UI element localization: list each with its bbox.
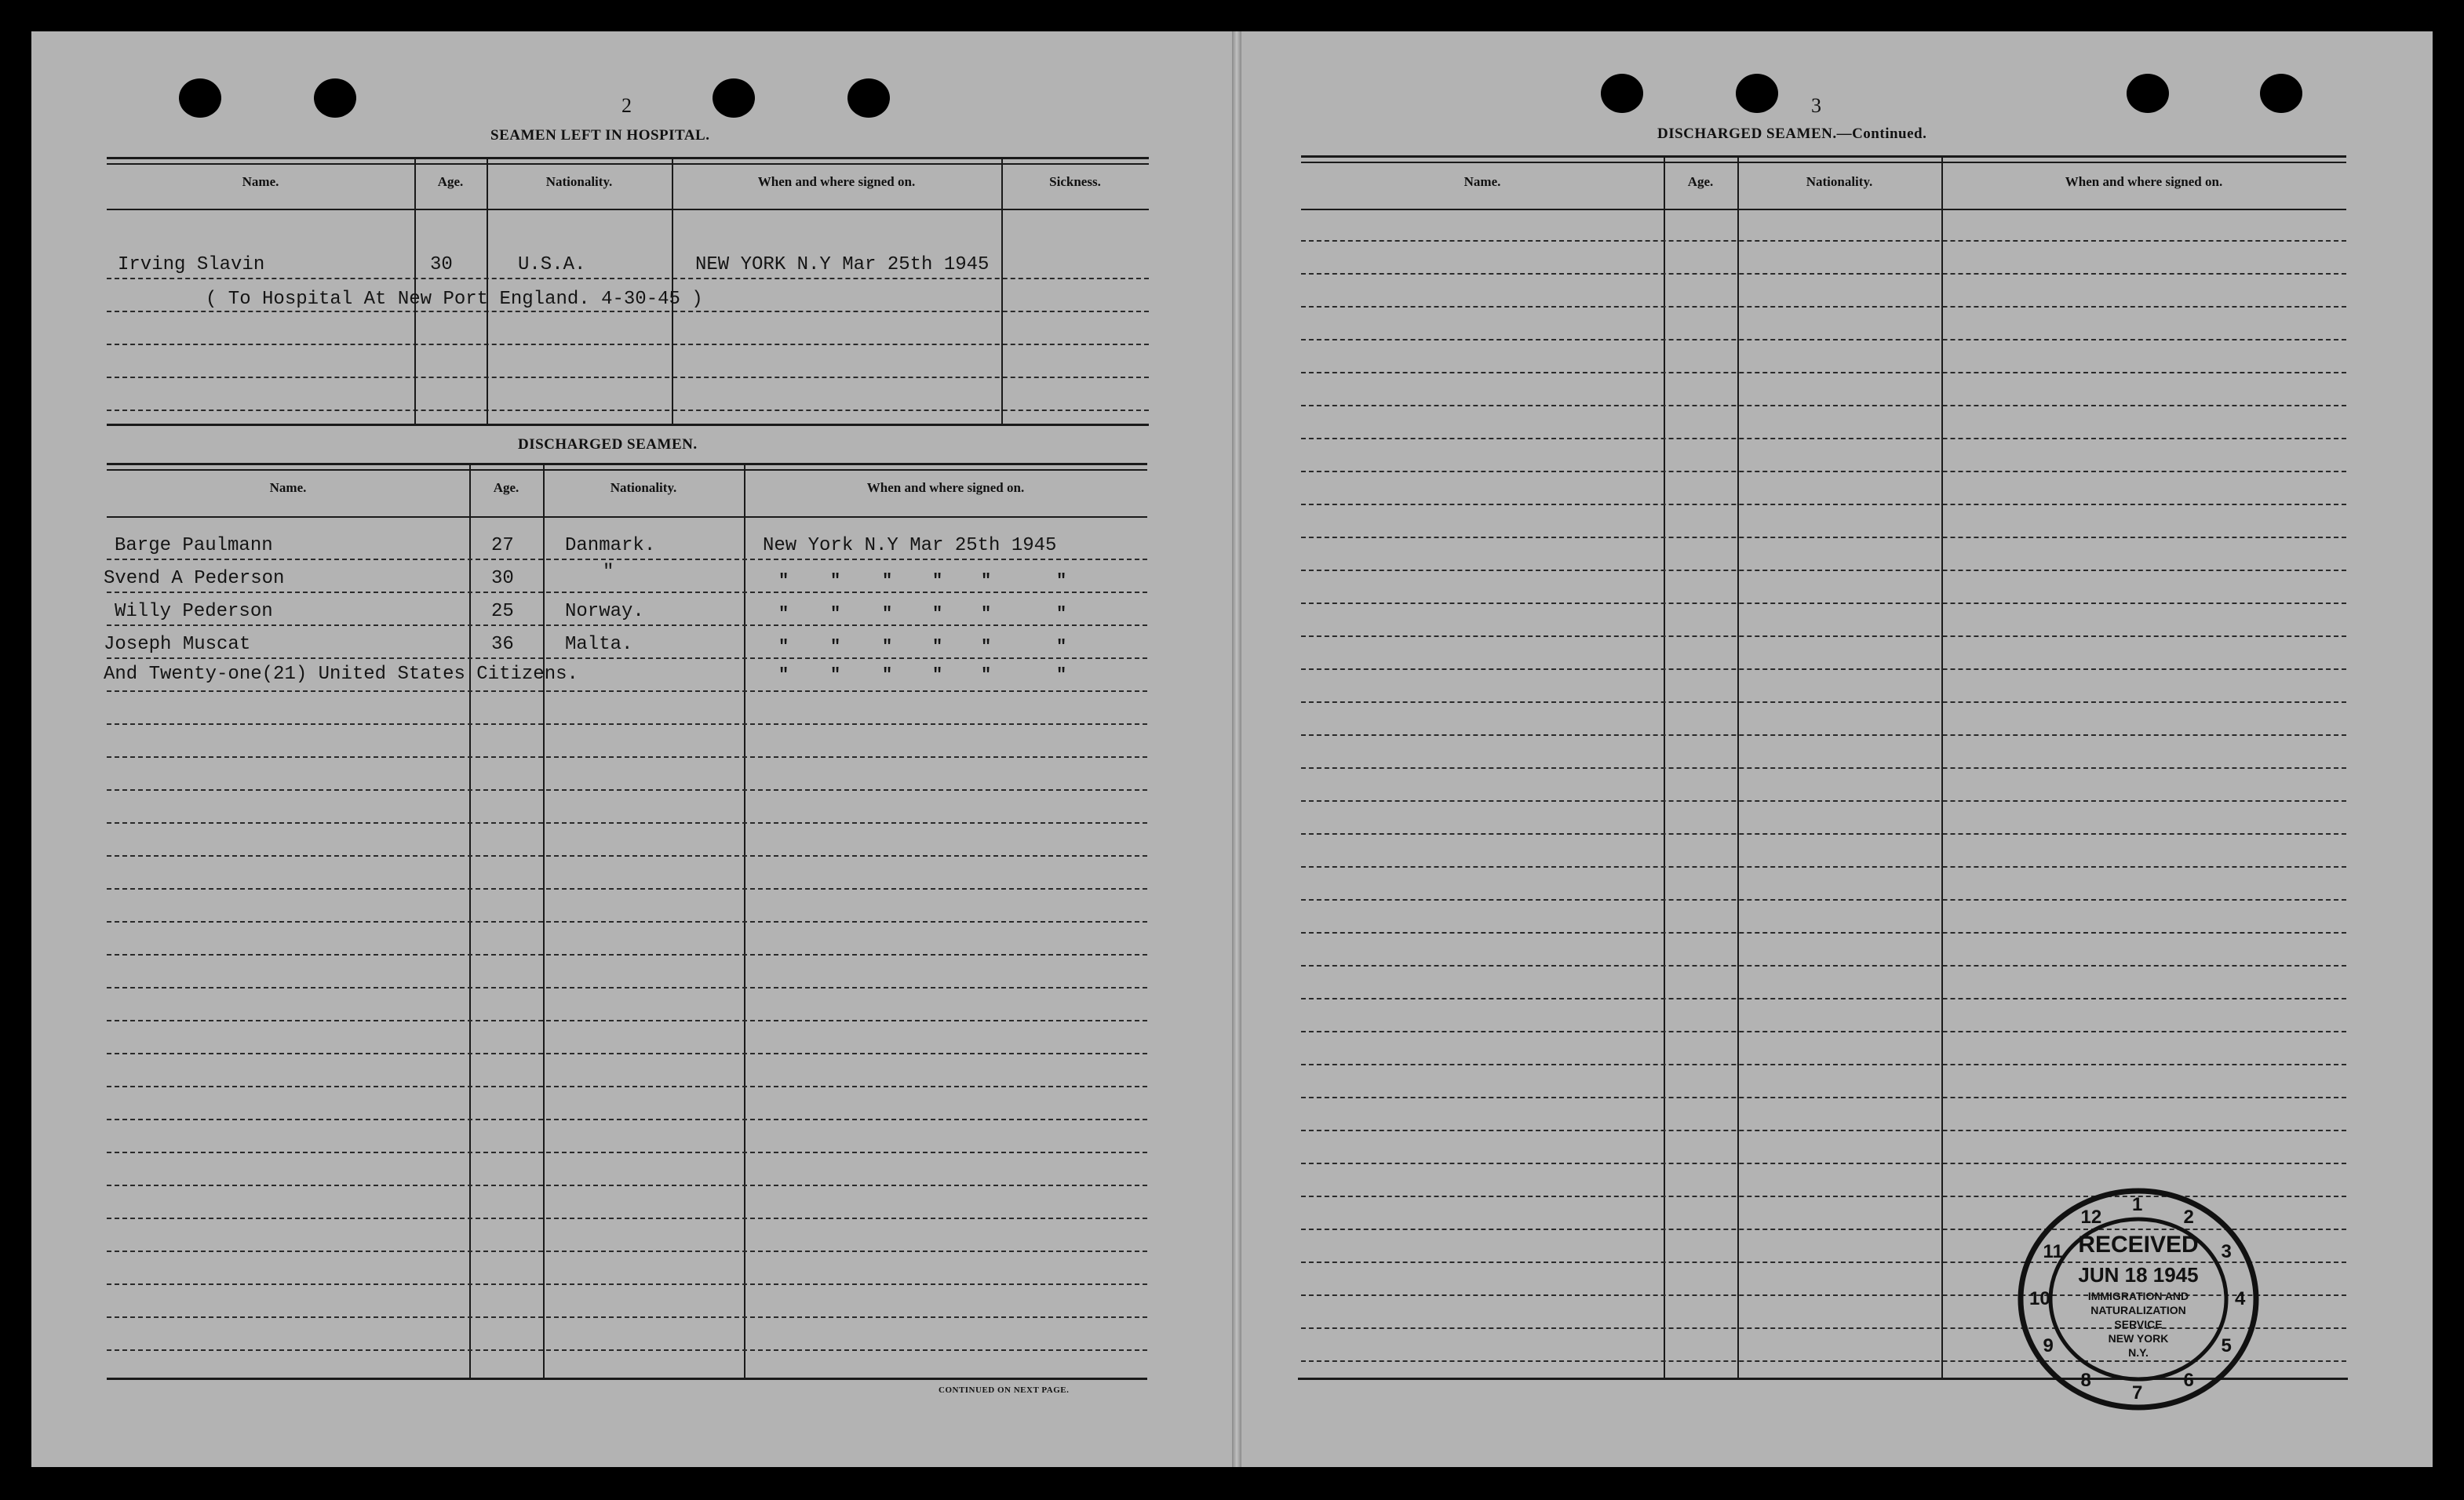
ruled-line	[1301, 306, 2346, 308]
seaman-age: 27	[491, 535, 514, 556]
ruled-line	[107, 278, 1149, 279]
ruled-line	[107, 1053, 1147, 1054]
stamp-digit: 4	[2235, 1288, 2246, 1309]
ruled-line	[1301, 998, 2346, 999]
seaman-name: Joseph Muscat	[104, 634, 251, 655]
table-rule	[1301, 209, 2346, 210]
punch-hole	[2127, 74, 2169, 113]
ruled-line	[107, 1251, 1147, 1252]
stamp-digit: 8	[2080, 1369, 2091, 1391]
ruled-line	[1301, 701, 2346, 703]
punch-hole	[1601, 74, 1643, 113]
ditto-mark: "	[932, 665, 943, 685]
punch-hole	[713, 78, 755, 118]
ruled-line	[1301, 570, 2346, 571]
hospital-name: Irving Slavin	[118, 254, 265, 275]
hospital-section-title: SEAMEN LEFT IN HOSPITAL.	[490, 127, 710, 144]
ruled-line	[1301, 899, 2346, 901]
ditto-mark: "	[882, 665, 893, 685]
ruled-line	[1301, 1130, 2346, 1131]
column-header-age: Age.	[437, 174, 464, 189]
column-header-signed-on: When and where signed on.	[866, 480, 1025, 495]
ditto-mark: "	[981, 665, 992, 685]
column-header-name: Name.	[1463, 174, 1501, 189]
punch-hole	[847, 78, 890, 118]
ditto-mark: "	[778, 571, 789, 591]
ruled-line	[107, 1283, 1147, 1285]
ruled-line	[1301, 800, 2346, 802]
ruled-line	[107, 592, 1147, 593]
table-rule	[1301, 162, 2346, 163]
ruled-line	[107, 1119, 1147, 1120]
ruled-line	[107, 1152, 1147, 1153]
punch-hole	[2260, 74, 2302, 113]
ditto-mark: "	[882, 637, 893, 657]
ditto-mark: "	[932, 604, 943, 624]
ruled-line	[1301, 1031, 2346, 1032]
stamp-digit: 1	[2132, 1194, 2143, 1215]
ruled-line	[1301, 635, 2346, 637]
ruled-line	[1301, 471, 2346, 472]
page-number: 2	[621, 94, 632, 117]
punch-hole	[314, 78, 356, 118]
ruled-line	[1301, 734, 2346, 736]
stamp-digit: 5	[2221, 1335, 2232, 1356]
ditto-mark: "	[830, 571, 841, 591]
discharged-section-title: DISCHARGED SEAMEN.	[518, 436, 698, 453]
ruled-line	[107, 822, 1147, 824]
ruled-line	[107, 789, 1147, 791]
ruled-line	[107, 624, 1147, 626]
seaman-nationality: "	[603, 562, 614, 583]
column-header-nationality: Nationality.	[610, 480, 677, 495]
hospital-signed-on: NEW YORK N.Y Mar 25th 1945	[695, 254, 990, 275]
column-header-signed-on: When and where signed on.	[757, 174, 916, 189]
page-number: 3	[1811, 94, 1821, 117]
ruled-line	[107, 1316, 1147, 1318]
column-divider	[1001, 157, 1003, 424]
stamp-text: N.Y.	[2128, 1346, 2149, 1359]
seaman-age: 36	[491, 634, 514, 655]
seaman-nationality: Norway.	[565, 601, 644, 622]
ditto-mark: "	[981, 604, 992, 624]
continued-footer: CONTINUED ON NEXT PAGE.	[939, 1385, 1070, 1395]
ditto-mark: "	[882, 604, 893, 624]
table-rule	[107, 424, 1149, 426]
ruled-line	[107, 1185, 1147, 1186]
ruled-line	[1301, 372, 2346, 373]
ruled-line	[107, 921, 1147, 923]
ruled-line	[1301, 668, 2346, 670]
punch-hole	[1736, 74, 1778, 113]
table-rule	[107, 469, 1147, 471]
ruled-line	[1301, 833, 2346, 835]
ruled-line	[107, 954, 1147, 956]
stamp-digit: 3	[2221, 1241, 2232, 1262]
column-header-age: Age.	[1687, 174, 1714, 189]
ruled-line	[107, 855, 1147, 857]
received-stamp	[2009, 1181, 2268, 1417]
column-header-name: Name.	[242, 174, 279, 189]
hospital-nationality: U.S.A.	[518, 254, 586, 275]
ruled-line	[1301, 405, 2346, 406]
seaman-nationality: Danmark.	[565, 535, 656, 556]
table-rule	[107, 516, 1147, 518]
column-header-name: Name.	[269, 480, 307, 495]
column-header-nationality: Nationality.	[545, 174, 613, 189]
stamp-digit: 11	[2043, 1241, 2063, 1262]
ruled-line	[1301, 1097, 2346, 1098]
ditto-mark: "	[1056, 637, 1067, 657]
stamp-digit: 6	[2183, 1369, 2194, 1391]
ruled-line	[107, 1349, 1147, 1351]
stamp-text: NATURALIZATION	[2090, 1304, 2186, 1316]
seaman-name: Willy Pederson	[115, 601, 273, 622]
ruled-line	[1301, 932, 2346, 934]
continued-section-title: DISCHARGED SEAMEN.—Continued.	[1657, 126, 1927, 142]
ditto-mark: "	[830, 665, 841, 685]
ditto-mark: "	[981, 637, 992, 657]
ditto-mark: "	[1056, 571, 1067, 591]
ruled-line	[107, 410, 1149, 411]
ruled-line	[107, 1020, 1147, 1021]
ruled-line	[107, 559, 1147, 560]
seaman-name: Svend A Pederson	[104, 568, 285, 589]
seaman-signed-on: New York N.Y Mar 25th 1945	[763, 535, 1057, 556]
hospital-age: 30	[430, 254, 453, 275]
ruled-line	[1301, 240, 2346, 242]
ruled-line	[107, 1218, 1147, 1219]
summary-line: And Twenty-one(21) United States Citizens.	[104, 664, 578, 685]
table-rule	[107, 157, 1149, 159]
ditto-mark: "	[932, 637, 943, 657]
seaman-age: 30	[491, 568, 514, 589]
ruled-line	[107, 723, 1147, 725]
column-header-nationality: Nationality.	[1806, 174, 1873, 189]
ruled-line	[1301, 273, 2346, 275]
ruled-line	[1301, 537, 2346, 538]
ruled-line	[107, 377, 1149, 378]
column-header-sickness: Sickness.	[1049, 174, 1101, 189]
ruled-line	[1301, 339, 2346, 340]
table-rule	[107, 1378, 1147, 1380]
ditto-mark: "	[830, 637, 841, 657]
stamp-text: SERVICE	[2114, 1318, 2163, 1331]
table-rule	[107, 209, 1149, 210]
seaman-age: 25	[491, 601, 514, 622]
ruled-line	[1301, 438, 2346, 439]
hospital-note: ( To Hospital At New Port England. 4-30-45 )	[206, 289, 703, 310]
table-rule	[1301, 155, 2346, 158]
punch-hole	[179, 78, 221, 118]
ruled-line	[1301, 1064, 2346, 1065]
seaman-nationality: Malta.	[565, 634, 633, 655]
stamp-text: NEW YORK	[2108, 1332, 2169, 1345]
table-rule	[107, 163, 1149, 165]
stamp-digit: 7	[2132, 1382, 2143, 1404]
stamp-received: RECEIVED	[2078, 1232, 2199, 1258]
column-header-age: Age.	[493, 480, 519, 495]
ruled-line	[107, 756, 1147, 758]
ruled-line	[1301, 866, 2346, 868]
ditto-mark: "	[1056, 604, 1067, 624]
ditto-mark: "	[932, 571, 943, 591]
ditto-mark: "	[981, 571, 992, 591]
table-rule	[107, 463, 1147, 465]
stamp-date: JUN 18 1945	[2078, 1263, 2199, 1287]
ditto-mark: "	[882, 571, 893, 591]
ditto-mark: "	[778, 604, 789, 624]
ruled-line	[107, 888, 1147, 890]
page-fold	[1232, 31, 1241, 1467]
ruled-line	[1301, 1163, 2346, 1164]
ruled-line	[107, 657, 1147, 659]
stamp-digit: 2	[2183, 1207, 2194, 1229]
stamp-digit: 12	[2080, 1207, 2102, 1229]
ruled-line	[1301, 965, 2346, 967]
ditto-mark: "	[778, 665, 789, 685]
seaman-name: Barge Paulmann	[115, 535, 273, 556]
ruled-line	[107, 311, 1149, 312]
ruled-line	[107, 987, 1147, 988]
ruled-line	[1301, 504, 2346, 505]
ditto-mark: "	[778, 637, 789, 657]
ruled-line	[107, 1086, 1147, 1087]
ruled-line	[1301, 767, 2346, 769]
ruled-line	[107, 344, 1149, 345]
ditto-mark: "	[1056, 665, 1067, 685]
stamp-digit: 10	[2029, 1288, 2050, 1309]
ditto-mark: "	[830, 604, 841, 624]
column-header-signed-on: When and where signed on.	[2065, 174, 2223, 189]
stamp-digit: 9	[2043, 1335, 2054, 1356]
ruled-line	[1301, 603, 2346, 604]
stamp-text: IMMIGRATION AND	[2087, 1290, 2189, 1302]
ruled-line	[107, 690, 1147, 692]
